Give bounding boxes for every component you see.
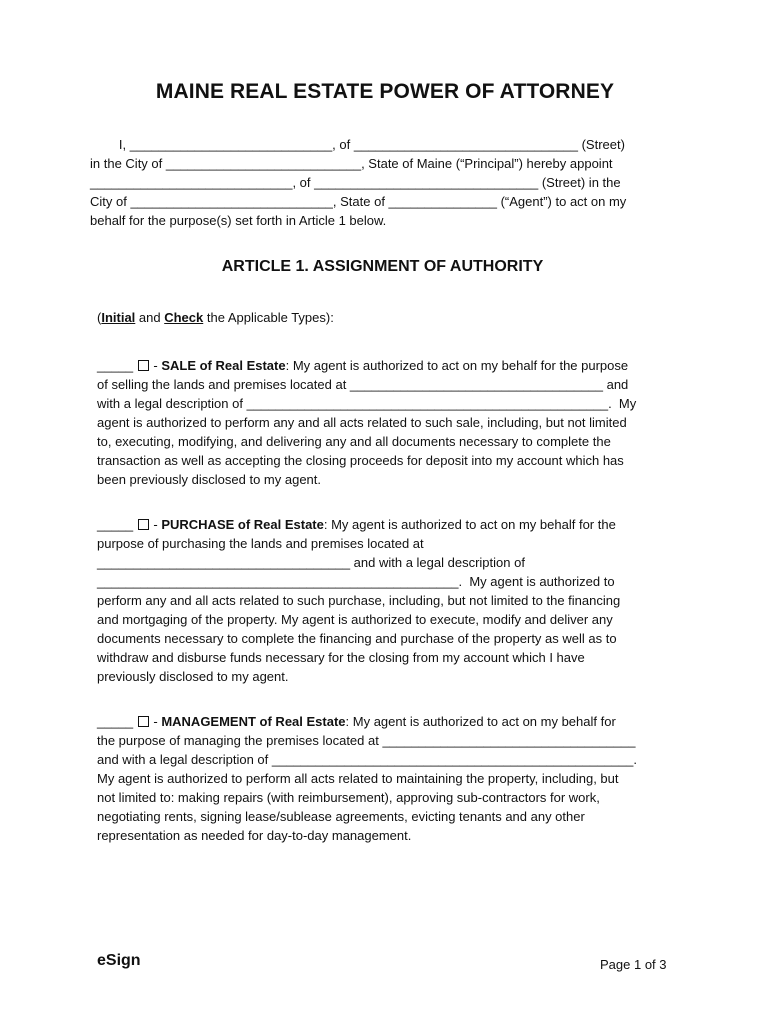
purchase-line: and mortgaging of the property. My agent is authorized to execute, modify and deliver any [97,612,613,627]
sale-label: SALE of Real Estate [161,358,286,373]
purchase-checkbox[interactable] [138,519,149,530]
document-title: MAINE REAL ESTATE POWER OF ATTORNEY [155,80,615,103]
instructions [97,308,334,327]
sale-checkbox[interactable] [138,360,149,371]
instructions-rest: the Applicable Types): [203,310,334,325]
intro-line: I, ____________________________, of _______________________________ (Street) [90,137,625,152]
sale-line: transaction as well as accepting the closing proceeds for deposit into my account which has [97,453,624,468]
purchase-section [97,515,620,686]
purchase-line: __________________________________________________. My agent is authorized to [97,574,615,589]
sale-line: to, executing, modifying, and delivering any and all documents necessary to complete the [97,434,611,449]
intro-line: City of ____________________________, State of _______________ (“Agent”) to act on my [90,194,627,209]
sale-line: agent is authorized to perform any and all acts related to such sale, including, but not limited [97,415,627,430]
intro-paragraph [90,135,680,230]
sale-initial-blank[interactable]: _____ [97,358,137,373]
purchase-dash: - [149,517,162,532]
management-line: and with a legal description of __________________________________________________. [97,752,637,767]
instructions-and: and [135,310,165,325]
purchase-line: previously disclosed to my agent. [97,669,289,684]
management-label: MANAGEMENT of Real Estate [161,714,346,729]
intro-line: in the City of ___________________________, State of Maine (“Principal”) hereby appoint [90,156,613,171]
management-checkbox[interactable] [138,716,149,727]
intro-line: ____________________________, of _______________________________ (Street) in the [90,175,621,190]
sale-first-line: : My agent is authorized to act on my behalf for the purpose [285,358,629,373]
esign-logo: eSign [97,952,141,969]
purchase-first-line: : My agent is authorized to act on my behalf for the [323,517,616,532]
sale-line: of selling the lands and premises located at ___________________________________ and [97,377,629,392]
article-heading: ARTICLE 1. ASSIGNMENT OF AUTHORITY [221,258,544,275]
sale-line: with a legal description of __________________________________________________. My [97,396,637,411]
management-dash: - [149,714,162,729]
purchase-line: ___________________________________ and with a legal description of [97,555,525,570]
management-line: the purpose of managing the premises located at ___________________________________ [97,733,636,748]
management-line: My agent is authorized to perform all acts related to maintaining the property, including, but [97,771,619,786]
intro-line: behalf for the purpose(s) set forth in Article 1 below. [90,213,387,228]
instructions-open: ( [97,310,102,325]
purchase-label: PURCHASE of Real Estate [161,517,324,532]
page-number: Page 1 of 3 [600,957,667,972]
management-first-line: : My agent is authorized to act on my behalf for [345,714,616,729]
sale-dash: - [149,358,162,373]
management-line: not limited to: making repairs (with reimbursement), approving sub-contractors for work, [97,790,600,805]
management-section [97,712,637,845]
management-line: negotiating rents, signing lease/sublease agreements, evicting tenants and any other [97,809,585,824]
management-line: representation as needed for day-to-day management. [97,828,412,843]
sale-line: been previously disclosed to my agent. [97,472,322,487]
purchase-line: documents necessary to complete the financing and purchase of the property as well as to [97,631,617,646]
purchase-line: purpose of purchasing the lands and premises located at [97,536,424,551]
initial-label: Initial [101,310,136,325]
purchase-line: perform any and all acts related to such purchase, including, but not limited to the financing [97,593,621,608]
check-label: Check [164,310,204,325]
sale-section [97,356,636,489]
management-initial-blank[interactable]: _____ [97,714,137,729]
purchase-initial-blank[interactable]: _____ [97,517,137,532]
purchase-line: withdraw and disburse funds necessary for the closing from my account which I have [97,650,585,665]
